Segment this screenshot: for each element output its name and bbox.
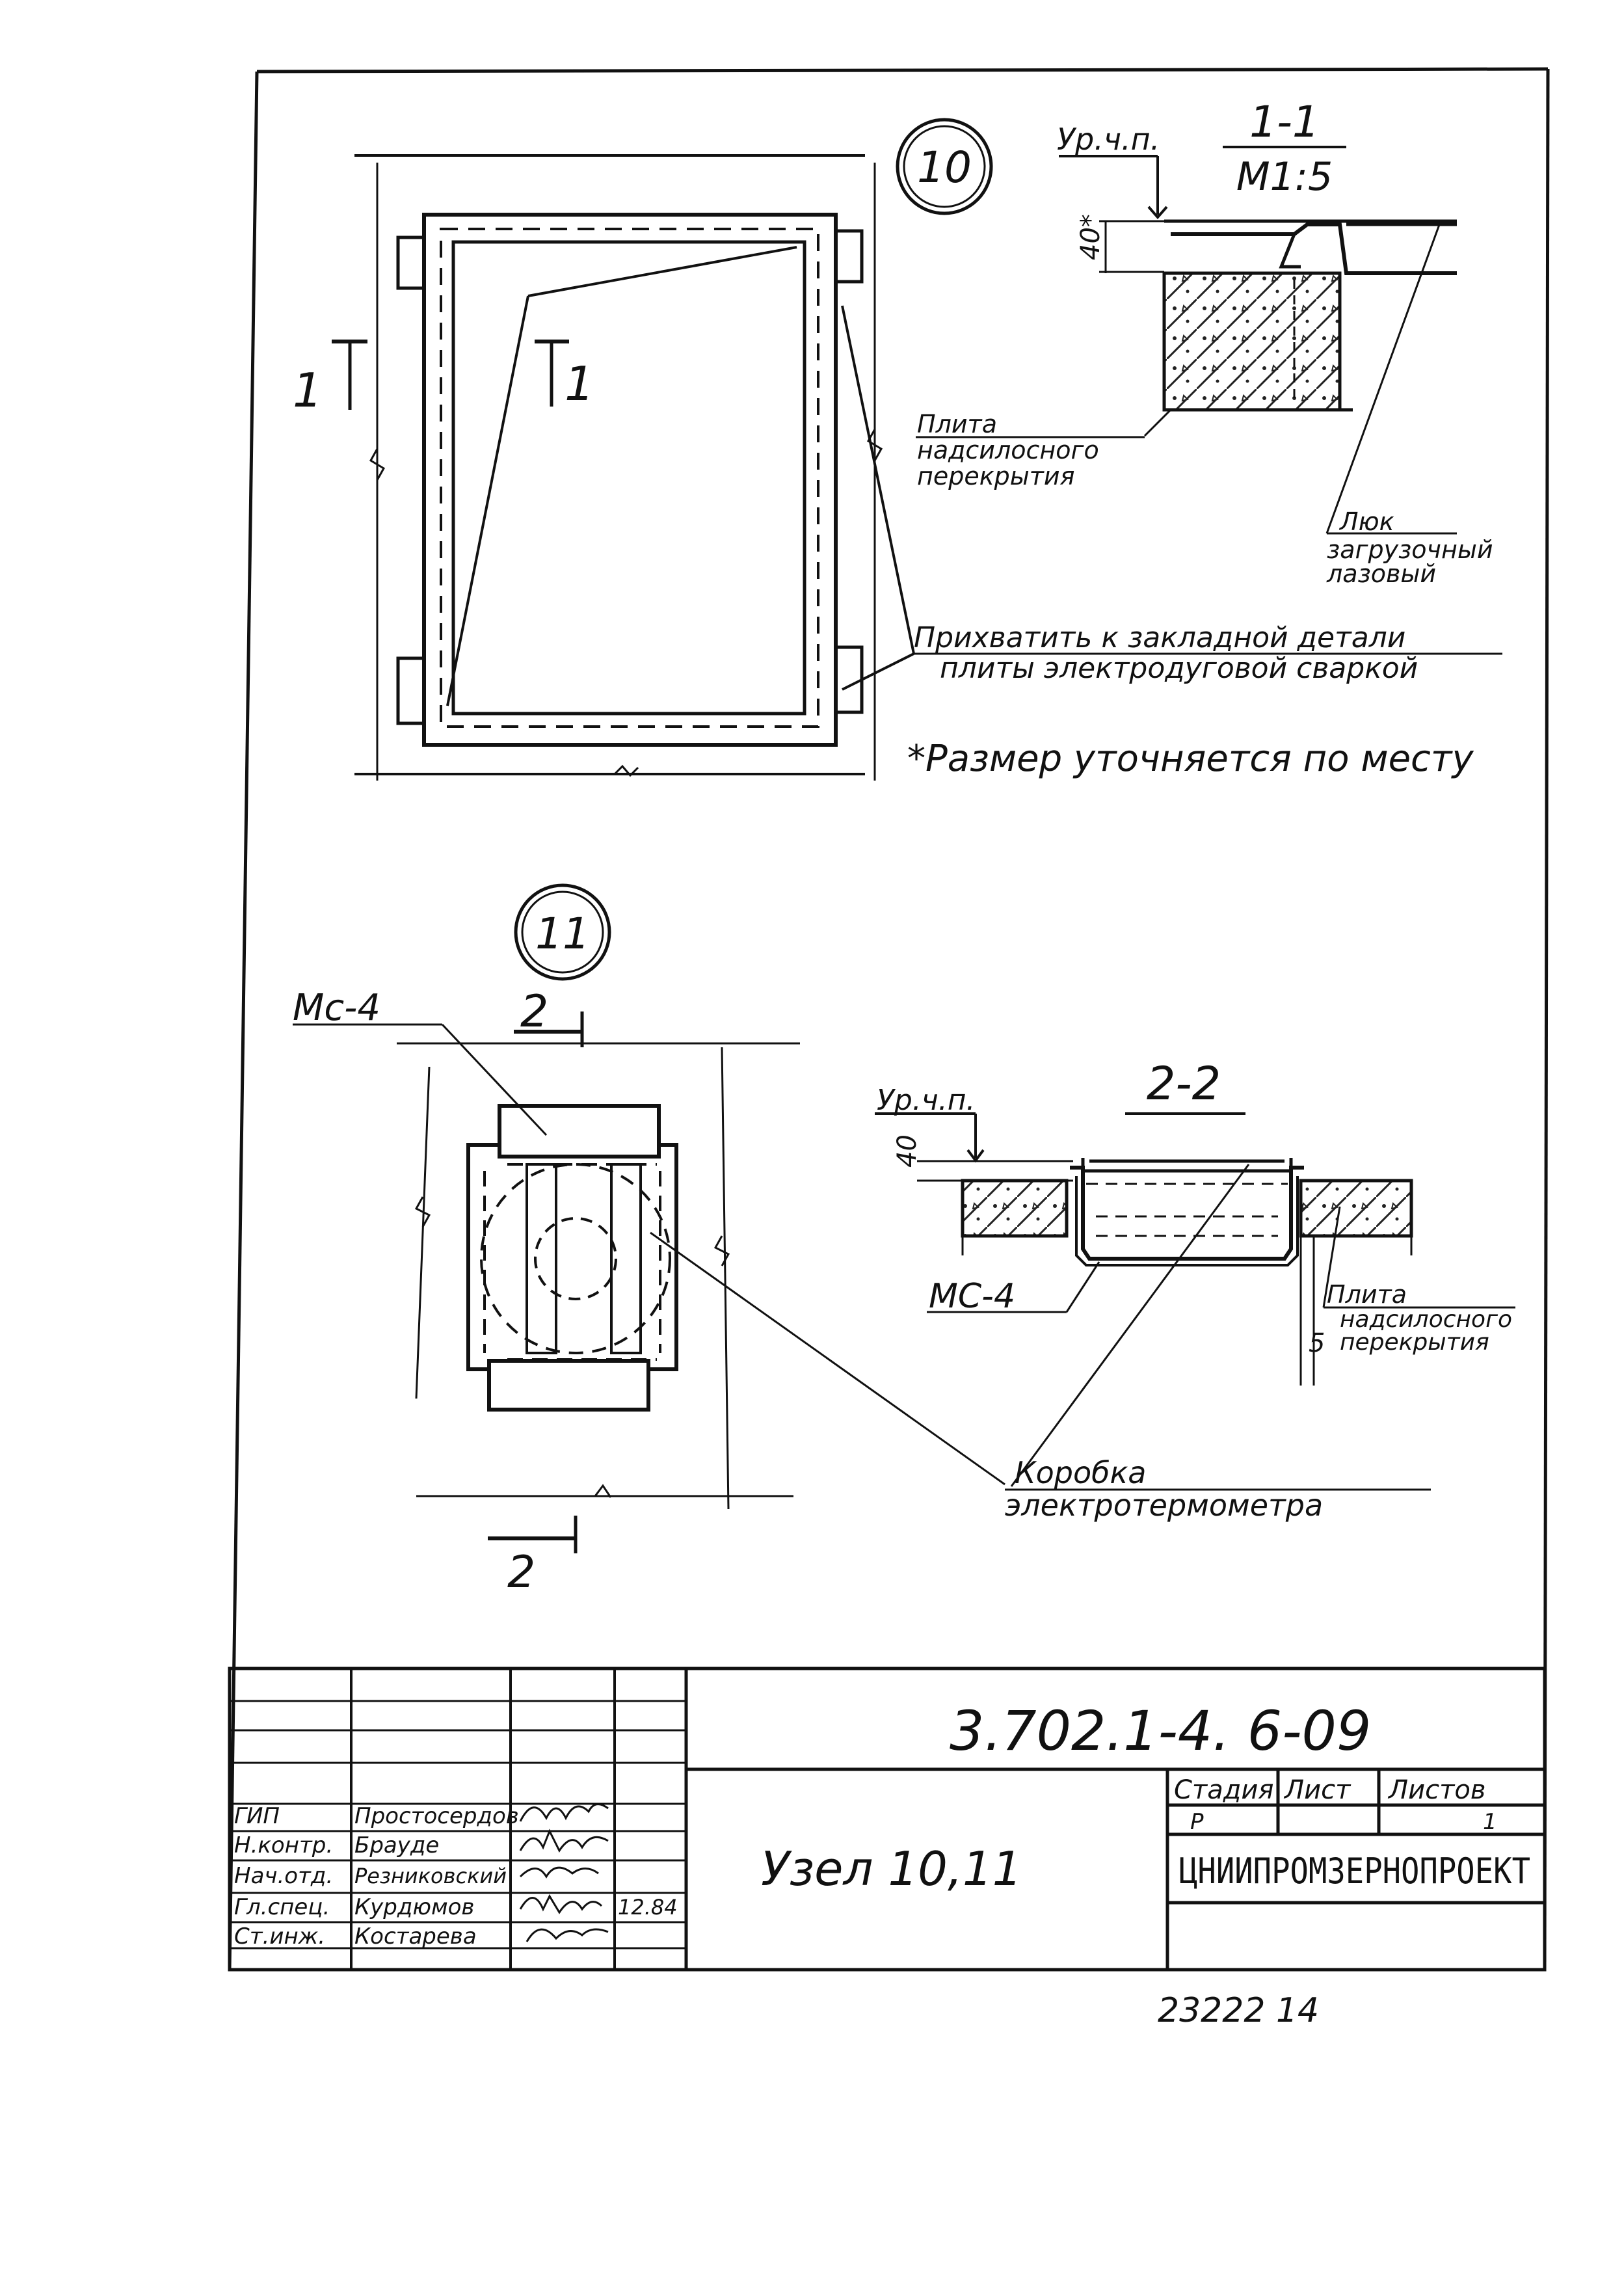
signatures: [520, 1804, 608, 1942]
node10-level-label: Ур.ч.п.: [1057, 122, 1160, 157]
node11-marker: [516, 885, 609, 979]
role-label: Гл.спец.: [234, 1894, 330, 1920]
node10-dim-40: 40*: [1076, 214, 1106, 260]
node11-slab-label: [1327, 1280, 1512, 1356]
sheets-header: Листов: [1389, 1775, 1486, 1805]
stage-header: Стадия: [1174, 1775, 1274, 1805]
svg-text:электротермометра: электротермометра: [1005, 1488, 1324, 1523]
svg-text:Люк: Люк: [1340, 507, 1394, 536]
role-label: Н.контр.: [234, 1832, 334, 1858]
title-block-roles: [234, 1803, 519, 1949]
title-block-date: 12.84: [618, 1895, 678, 1920]
node10-scale: M1:5: [1236, 154, 1333, 200]
node11-section-title: 2-2: [1146, 1057, 1221, 1110]
node11-box-label: [1005, 1455, 1431, 1523]
sheets-value: 1: [1483, 1809, 1497, 1835]
role-label: ГИП: [234, 1803, 280, 1829]
node10-section-mark-left: 1: [293, 363, 323, 418]
node11-marker-label: 11: [535, 909, 590, 959]
svg-text:надсилосного: надсилосного: [1340, 1306, 1513, 1333]
role-name: Резниковский: [354, 1864, 507, 1888]
role-name: Курдюмов: [354, 1894, 475, 1920]
node11-dim-5: 5: [1309, 1328, 1325, 1358]
node10-size-note: *Размер уточняется по месту: [907, 738, 1474, 780]
role-name: Простосердов: [354, 1803, 519, 1829]
svg-text:лазовый: лазовый: [1327, 559, 1437, 588]
svg-text:плиты электродуговой сваркой: плиты электродуговой сваркой: [940, 652, 1418, 685]
svg-text:Коробка: Коробка: [1015, 1455, 1147, 1490]
document-title: Узел 10,11: [761, 1842, 1022, 1896]
node10-section-title: 1-1: [1249, 97, 1320, 147]
svg-text:загрузочный: загрузочный: [1327, 535, 1493, 564]
node11-mc4-bottom: МС-4: [929, 1277, 1016, 1316]
node10-slab-label: [917, 410, 1099, 490]
role-name: Костарева: [354, 1923, 477, 1949]
node11-dim-40: 40: [892, 1134, 922, 1168]
svg-text:перекрытия: перекрытия: [1340, 1329, 1489, 1356]
svg-text:Плита: Плита: [1327, 1280, 1407, 1309]
stage-value: Р: [1190, 1809, 1204, 1835]
node10-marker: [898, 120, 991, 213]
footer-code: 23222 14: [1158, 1991, 1320, 2030]
document-designation: 3.702.1-4. 6-09: [950, 1699, 1372, 1763]
node10-section-mark-inner: 1: [565, 356, 594, 411]
node10-hatch-label: [1326, 507, 1493, 588]
role-name: Брауде: [354, 1832, 440, 1858]
sheet-header: Лист: [1285, 1775, 1351, 1805]
node11-section-mark-bottom: 2: [507, 1547, 536, 1598]
sheet-frame: [230, 69, 1548, 1970]
node11-mc4-top: Мс-4: [293, 987, 380, 1029]
svg-text:надсилосного: надсилосного: [917, 436, 1099, 464]
svg-text:Прихватить к закладной детали: Прихватить к закладной детали: [914, 621, 1406, 654]
node11-section-mark-top: 2: [520, 986, 549, 1038]
node10-marker-label: 10: [917, 142, 972, 193]
node11-level-label: Ур.ч.п.: [877, 1084, 976, 1117]
node10-weld-note: [914, 621, 1502, 685]
organization: ЦНИИПРОМЗЕРНОПРОЕКТ: [1179, 1851, 1530, 1892]
role-label: Ст.инж.: [234, 1923, 326, 1949]
node10-plan: [332, 155, 914, 781]
role-label: Нач.отд.: [234, 1863, 334, 1889]
svg-text:перекрытия: перекрытия: [917, 462, 1075, 490]
svg-text:Плита: Плита: [917, 410, 997, 438]
